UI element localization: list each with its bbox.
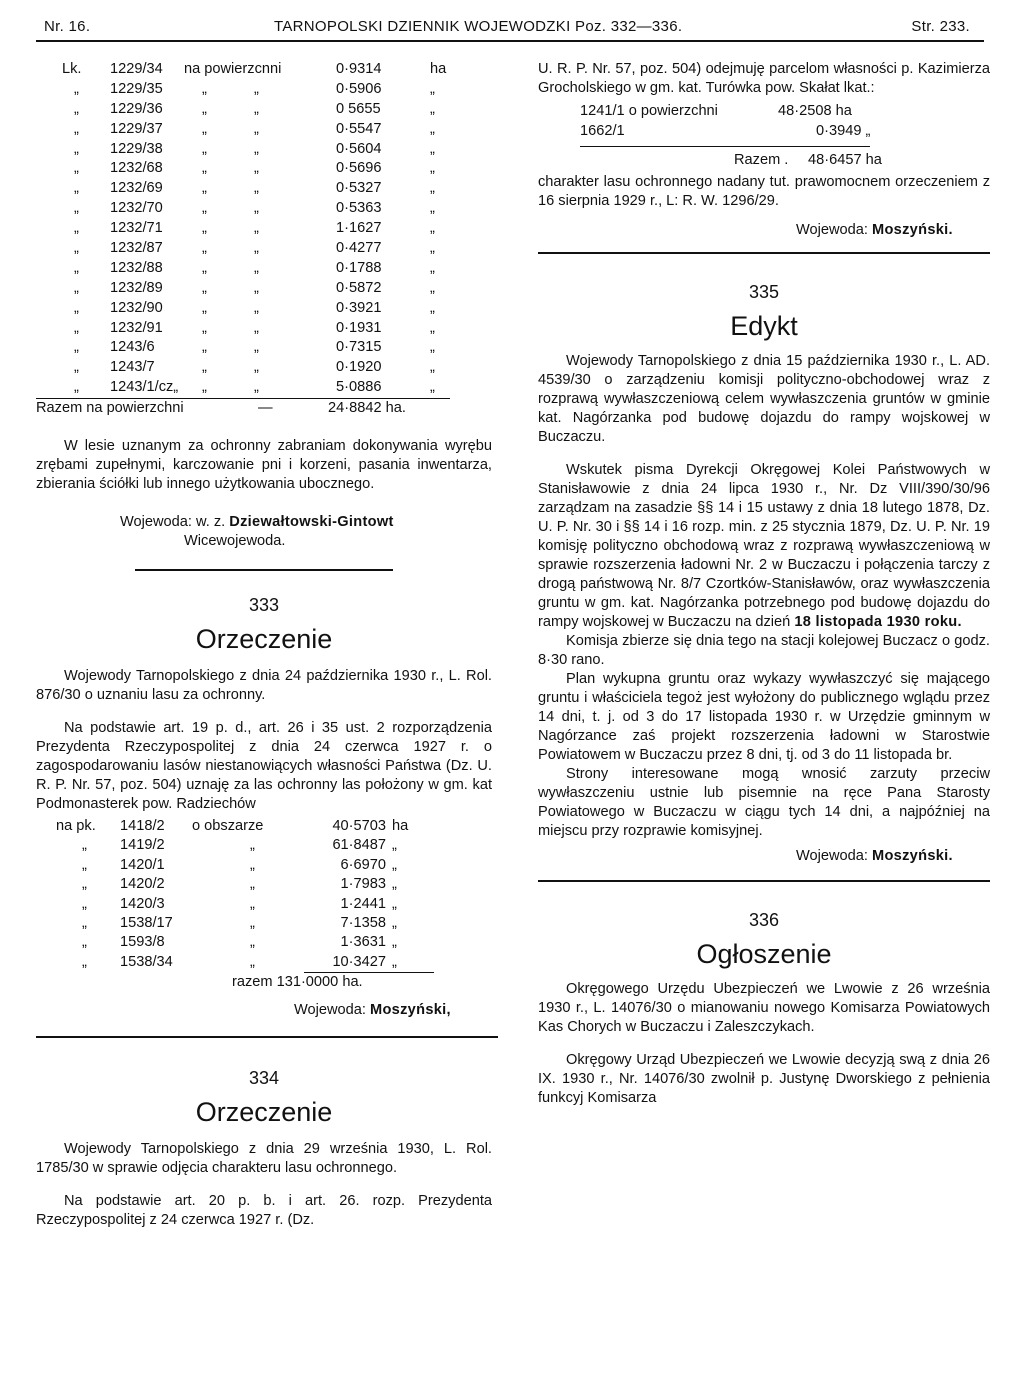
parcel-334-1: 1241/1 o powierzchni	[580, 103, 718, 119]
row-prefix: „	[74, 120, 79, 137]
parcel-area: 61·8487	[332, 837, 386, 854]
ditto-mark: „	[202, 339, 207, 356]
total-value: 24·8842 ha.	[328, 400, 406, 417]
ditto-mark: „	[202, 80, 207, 97]
ditto-mark: „	[250, 895, 255, 912]
row-prefix: „	[82, 914, 87, 931]
signature-name: Moszyński,	[370, 1002, 451, 1019]
area-unit: „	[430, 240, 435, 257]
signature-name: Dziewałtowski-Gintowt	[229, 514, 394, 531]
parcel-number: 1538/17	[120, 914, 173, 931]
journal-title: TARNOPOLSKI DZIENNIK WOJEWODZKI Poz. 332—336.	[274, 18, 683, 35]
table-row	[36, 100, 492, 120]
area-unit: „	[430, 319, 435, 336]
table-row	[36, 239, 492, 259]
row-prefix: „	[74, 339, 79, 356]
table-row	[36, 319, 492, 339]
row-prefix: „	[74, 259, 79, 276]
table-row	[36, 875, 492, 894]
row-prefix: „	[74, 359, 79, 376]
row-prefix: „	[74, 319, 79, 336]
ditto-mark: „	[254, 180, 259, 197]
parcel-number: 1232/71	[110, 220, 163, 237]
parcel-number: 1420/3	[120, 895, 165, 912]
section-335-title: Edykt	[730, 310, 798, 341]
area-unit: „	[430, 299, 435, 316]
ditto-mark: „	[254, 319, 259, 336]
signature-label: Wojewoda: w. z.	[120, 514, 226, 531]
ditto-mark: „	[254, 100, 259, 117]
ditto-mark: „	[250, 856, 255, 873]
parcel-number: 1229/38	[110, 140, 163, 157]
ditto-mark: „	[202, 240, 207, 257]
area-unit: ha	[392, 818, 409, 835]
table-row	[36, 378, 492, 398]
parcel-area: 0·9314	[336, 61, 382, 77]
ditto-mark: „	[250, 876, 255, 893]
row-prefix: „	[74, 299, 79, 316]
table-row	[36, 914, 492, 933]
row-prefix: „	[82, 876, 87, 893]
row-prefix: „	[74, 100, 79, 117]
row-prefix: „	[82, 895, 87, 912]
area-unit: „	[392, 895, 397, 912]
area-unit: „	[392, 953, 397, 970]
parcel-area: 0·3921	[336, 299, 382, 316]
ditto-mark: „	[202, 180, 207, 197]
table-row	[36, 140, 492, 160]
right-column	[538, 60, 990, 1108]
section-334-continuation: U. R. P. Nr. 57, poz. 504) odejmuję parcelom własności p. Kazimierza Grocholskiego w gm. kat. Turówka pow. Skałat lkat.:	[538, 61, 990, 96]
ditto-mark: „	[202, 379, 207, 396]
section-divider	[36, 1036, 498, 1038]
section-335-p4: Strony interesowane mogą wnosić zarzuty przeciw wywłaszczeniu ustnie lub pisemnie na ręce Pana Starosty Powiatowego w Buczaczu w ciągu tych 14 dni, a najpóźniej na miejscu przy rozprawie komisyjnej.	[538, 765, 990, 839]
table-row	[36, 60, 492, 80]
section-335-intro: Wojewody Tarnopolskiego z dnia 15 października 1930 r., L. AD. 4539/30 o zarządzeniu komisji polityczno-obchodowej wraz z rozprawą wywłaszczeniową celem wywłaszczenia gruntów w gminie kat. Nagórzanka pod budowę dojazdu do rampy wojskowej w Buczaczu.	[538, 352, 990, 445]
area-unit: „	[430, 379, 435, 396]
ditto-mark: „	[202, 100, 207, 117]
total-dash: —	[258, 400, 273, 417]
table-row	[36, 299, 492, 319]
ditto-mark: „	[202, 259, 207, 276]
signature-334	[796, 221, 990, 240]
ditto-mark: „	[254, 259, 259, 276]
signature-role: Wicewojewoda.	[184, 533, 286, 550]
parcel-number: 1593/8	[120, 934, 165, 951]
parcel-number: 1232/69	[110, 180, 163, 197]
section-334-number: 334	[248, 1068, 280, 1089]
ditto-mark: „	[202, 200, 207, 217]
parcel-number: 1232/87	[110, 240, 163, 257]
signature-335	[796, 847, 990, 866]
signature-label: Wojewoda:	[796, 847, 868, 864]
signature-label: Wojewoda:	[294, 1002, 366, 1019]
row-prefix: „	[74, 200, 79, 217]
ditto-mark: „	[250, 914, 255, 931]
area-unit: ha	[430, 61, 447, 77]
parcel-number: 1232/90	[110, 299, 163, 316]
table-row	[36, 836, 492, 855]
parcel-number: 1420/2	[120, 876, 165, 893]
table-row	[36, 933, 492, 952]
area-unit: „	[430, 259, 435, 276]
section-333-title: Orzeczenie	[195, 624, 333, 655]
table-row	[36, 179, 492, 199]
table-row	[36, 338, 492, 358]
ditto-mark: „	[254, 240, 259, 257]
parcel-number: 1243/6	[110, 339, 155, 356]
section-336-title: Ogłoszenie	[696, 938, 832, 969]
row-prefix: „	[74, 180, 79, 197]
parcel-number: 1229/35	[110, 80, 163, 97]
parcel-number: 1420/1	[120, 856, 165, 873]
section-divider	[538, 252, 990, 254]
parcel-number: 1229/37	[110, 120, 163, 137]
parcel-area: 0·5696	[336, 160, 382, 177]
total-row-333	[36, 973, 492, 993]
parcel-area: 0·4277	[336, 240, 382, 257]
area-unit: „	[392, 856, 397, 873]
row-prefix: „	[74, 140, 79, 157]
parcel-area: 0·1931	[336, 319, 382, 336]
signature-label: Wojewoda:	[796, 221, 868, 238]
ditto-mark: „	[202, 279, 207, 296]
area-unit: „	[430, 100, 435, 117]
table-row	[36, 817, 492, 836]
section-335-p1: Wskutek pisma Dyrekcji Okręgowej Kolei Państwowych w Stanisławowie z dnia 24 lipca 1930 r., Nr. Dz VIII/390/30/96 zarządzam na zasadzie §§ 14 i 15 ustawy z dnia 18 lutego 1878, Dz. U. P. Nr. 30 i §§ 14 i 16 rozp. min. z 25 stycznia 1879, Dz. U. P. Nr. 19 komisję polityczno obchodową wraz z rozprawą wywłaszczeniową w sprawie rozszerzenia ładowni Nr. 2 w Buczaczu i połączenia tarczy z drogą państwową Nr. 8/7 Czortków-Stanisławów, oraz wywłaszczenia gruntu w gm. kat. Nagórzanka potrzebnego pod budowę dojazdu do rampy wojskowej w Buczaczu na dzień 18 listopada 1930 roku.	[538, 461, 990, 630]
total-row-334	[538, 151, 990, 171]
ditto-mark: „	[254, 120, 259, 137]
ditto-mark: „	[202, 299, 207, 316]
row-prefix: „	[82, 856, 87, 873]
section-336-number: 336	[748, 909, 780, 930]
parcel-number: 1232/91	[110, 319, 163, 336]
parcel-table	[36, 60, 492, 398]
section-334-body: Na podstawie art. 20 p. b. i art. 26. rozp. Prezydenta Rzeczypospolitej z 24 czerwca 1927 r. (Dz.	[36, 1193, 492, 1229]
ditto-mark: „	[254, 140, 259, 157]
parcel-number: 1418/2	[120, 818, 165, 835]
parcel-area: 7·1358	[340, 914, 386, 931]
total-label-334: Razem .	[734, 152, 789, 168]
page-header	[36, 14, 984, 42]
area-unit: „	[430, 359, 435, 376]
row-prefix: „	[74, 279, 79, 296]
parcel-area: 0·5327	[336, 180, 382, 197]
section-divider	[538, 880, 990, 882]
table-row	[36, 895, 492, 914]
parcel-area: 0·1788	[336, 259, 382, 276]
page-reference: Str. 233.	[911, 18, 970, 35]
parcel-table-334	[538, 102, 990, 142]
parcel-number: 1419/2	[120, 837, 165, 854]
signature-name: Moszyński.	[872, 847, 953, 864]
ditto-mark: „	[254, 80, 259, 97]
parcel-area: 1·2441	[340, 895, 386, 912]
ditto-mark: „	[254, 299, 259, 316]
section-333-number: 333	[248, 595, 280, 616]
area-unit: „	[430, 160, 435, 177]
total-area-334: 48·6457 ha	[808, 152, 882, 168]
ditto-mark: „	[254, 279, 259, 296]
parcel-number: 1232/88	[110, 259, 163, 276]
left-column	[36, 60, 492, 1230]
parcel-area: 0·5363	[336, 200, 382, 217]
row-prefix: „	[74, 80, 79, 97]
parcel-number: 1229/34	[110, 61, 163, 77]
parcel-area: 10·3427	[332, 953, 386, 970]
ditto-mark: „	[202, 359, 207, 376]
hearing-date: 18 listopada 1930 roku.	[794, 613, 962, 630]
row-prefix: „	[82, 934, 87, 951]
row-prefix: „	[82, 837, 87, 854]
table-row	[36, 159, 492, 179]
ditto-mark: „	[202, 120, 207, 137]
section-334-title: Orzeczenie	[195, 1097, 333, 1128]
parcel-area: 1·3631	[340, 934, 386, 951]
area-unit: „	[392, 837, 397, 854]
table-row	[36, 219, 492, 239]
section-332-body: W lesie uznanym za ochronny zabraniam dokonywania wyrębu zrębami zupełnymi, karczowanie pni i korzeni, pasania inwentarza, zbierania ściółki lub innego użytkowania ubocznego.	[36, 438, 492, 493]
parcel-table-333	[36, 817, 492, 972]
area-unit: „	[430, 339, 435, 356]
total-label: Razem na powierzchni	[36, 400, 184, 417]
parcel-area: 0·7315	[336, 339, 382, 356]
page-number: Nr. 16.	[44, 18, 91, 35]
section-334-intro: Wojewody Tarnopolskiego z dnia 29 września 1930, L. Rol. 1785/30 w sprawie odjęcia charakteru lasu ochronnego.	[36, 1141, 492, 1177]
area-unit: „	[430, 279, 435, 296]
ditto-mark: „	[250, 837, 255, 854]
section-334-body2: charakter lasu ochronnego nadany tut. prawomocnem orzeczeniem z 16 sierpnia 1929 r., L: R. W. 1296/29.	[538, 173, 990, 209]
parcel-number: 1232/70	[110, 200, 163, 217]
table-row	[36, 120, 492, 140]
table-row	[36, 358, 492, 378]
table-row	[36, 279, 492, 299]
section-divider	[135, 569, 393, 571]
parcel-area: 5·0886	[336, 379, 382, 396]
row-prefix: na pk.	[56, 818, 96, 835]
total-row	[36, 399, 492, 419]
ditto-mark: „	[202, 160, 207, 177]
area-label: o obszarze	[192, 818, 264, 835]
parcel-area: 1·7983	[340, 876, 386, 893]
row-prefix: „	[74, 379, 79, 396]
ditto-mark: „	[202, 319, 207, 336]
ditto-mark: „	[254, 339, 259, 356]
parcel-area: 1·1627	[336, 220, 382, 237]
section-335-number: 335	[748, 281, 780, 302]
area-unit: „	[430, 220, 435, 237]
table-row	[36, 953, 492, 972]
parcel-number: 1538/34	[120, 953, 173, 970]
area-unit: „	[430, 200, 435, 217]
section-336-intro: Okręgowego Urzędu Ubezpieczeń we Lwowie z 26 września 1930 r., L. 14076/30 o mianowaniu nowego Komisarza Powiatowych Kas Chorych w Buczaczu i Zaleszczykach.	[538, 980, 990, 1035]
parcel-area: 40·5703	[332, 818, 386, 835]
table-row	[36, 80, 492, 100]
parcel-area: 0·5872	[336, 279, 382, 296]
signature-name: Moszyński.	[872, 221, 953, 238]
area-unit: „	[392, 914, 397, 931]
section-335-p3: Plan wykupna gruntu oraz wykazy wywłaszczyć się mającego gruntu i właściciela tegoż jest wyłożony do publicznego wglądu przez 14 dni, t. j. od 3 do 17 listopada 1930 r. w Urzędzie gminnym w Nagórzance zaś projekt rozszerzenia ładowni w Starostwie Powiatowem w Buczaczu przez 8 dni, tj. od 3 do 11 listopada br.	[538, 670, 990, 763]
parcel-number: 1243/7	[110, 359, 155, 376]
table-row	[36, 199, 492, 219]
row-prefix: „	[74, 240, 79, 257]
ditto-mark: „	[254, 379, 259, 396]
area-unit: „	[392, 876, 397, 893]
ditto-mark: „	[202, 140, 207, 157]
parcel-area: 0·1920	[336, 359, 382, 376]
table-row	[36, 259, 492, 279]
area-unit: „	[430, 80, 435, 97]
signature-332	[120, 513, 492, 551]
table-row	[36, 856, 492, 875]
area-unit: „	[430, 140, 435, 157]
parcel-area: 0·5604	[336, 140, 382, 157]
section-336-p1: Okręgowy Urząd Ubezpieczeń we Lwowie decyzją swą z dnia 26 IX. 1930 r., Nr. 14076/30 zwolnił p. Justynę Dworskiego z pełnienia funkcyj Komisarza	[538, 1051, 990, 1106]
ditto-mark: „	[250, 934, 255, 951]
ditto-mark: „	[254, 359, 259, 376]
area-unit: „	[430, 120, 435, 137]
area-unit: „	[430, 180, 435, 197]
area-334-2: 0·3949 „	[816, 123, 871, 139]
parcel-number: 1243/1/cz„	[110, 379, 179, 396]
row-prefix: Lk.	[62, 61, 82, 77]
area-334-1: 48·2508 ha	[778, 103, 852, 119]
section-333-intro: Wojewody Tarnopolskiego z dnia 24 października 1930 r., L. Rol. 876/30 o uznaniu lasu za ochronny.	[36, 668, 492, 704]
row-prefix: „	[82, 953, 87, 970]
parcel-number: 1229/36	[110, 100, 163, 117]
section-333-body: Na podstawie art. 19 p. d., art. 26 i 35 ust. 2 rozporządzenia Prezydenta Rzeczypospolitej z dnia 24 czerwca 1927 r. o zagospodarowaniu lasów niestanowiących własności Państwa (Dz. U. R. P. Nr. 57, poz. 504) uznaję za las ochronny las położony w gm. kat Podmonasterek pow. Radziechów	[36, 720, 492, 813]
area-label: na powierzcnni	[184, 61, 282, 77]
ditto-mark: „	[250, 953, 255, 970]
area-unit: „	[392, 934, 397, 951]
signature-333	[294, 1001, 492, 1020]
ditto-mark: „	[254, 220, 259, 237]
section-335-p2: Komisja zbierze się dnia tego na stacji kolejowej Buczacz o godz. 8·30 rano.	[538, 632, 990, 668]
ditto-mark: „	[254, 200, 259, 217]
parcel-number: 1232/89	[110, 279, 163, 296]
parcel-area: 0 5655	[336, 100, 381, 117]
row-prefix: „	[74, 220, 79, 237]
total-333: razem 131·0000 ha.	[232, 974, 363, 991]
ditto-mark: „	[254, 160, 259, 177]
parcel-area: 0·5906	[336, 80, 382, 97]
parcel-number: 1232/68	[110, 160, 163, 177]
parcel-area: 0·5547	[336, 120, 382, 137]
parcel-area: 6·6970	[340, 856, 386, 873]
parcel-334-2: 1662/1	[580, 123, 625, 139]
row-prefix: „	[74, 160, 79, 177]
ditto-mark: „	[202, 220, 207, 237]
